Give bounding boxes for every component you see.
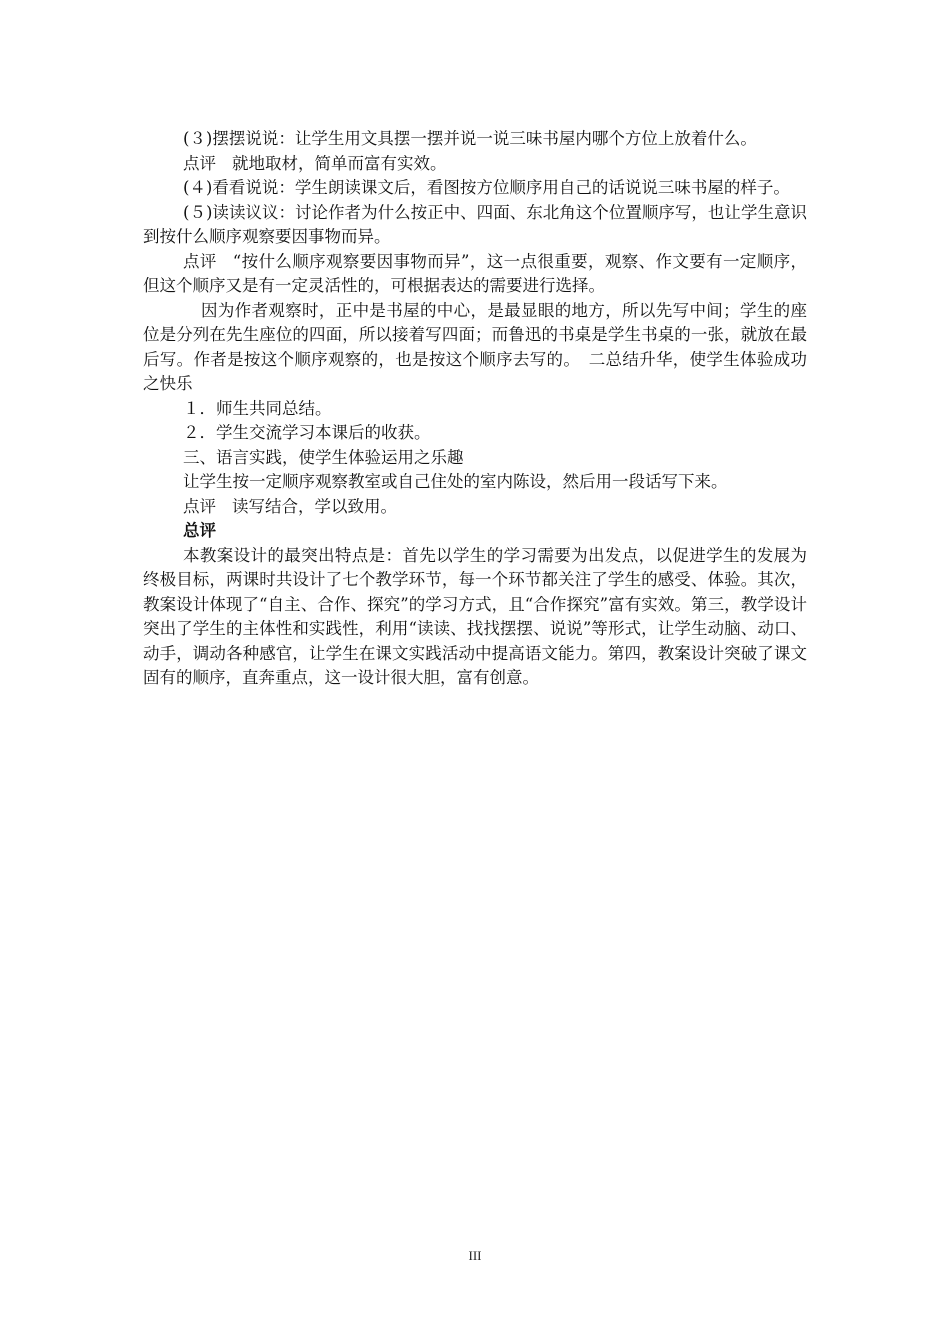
list-item-summary: １．师生共同总结。 [183, 398, 332, 418]
comment-practice [143, 495, 807, 520]
comment-step-5 [143, 250, 807, 299]
comment-label: 点评 [183, 496, 216, 516]
paragraph-overall-review: 本教案设计的最突出特点是：首先以学生的学习需要为出发点，以促进学生的发展为终极目标，两课时共设计了七个教学环节，每一个环节都关注了学生的感受、体验。其次，教案设计体现了“自主、合作、探究”的学习方式，且“合作探究”富有实效。第三，教学设计突出了学生的主体性和实践性，利用“读读、找找摆摆、说说”等形式，让学生动脑、动口、动手，调动各种感官，让学生在课文实践活动中提高语文能力。第四，教案设计突破了课文固有的顺序，直奔重点，这一设计很大胆，富有创意。 [143, 545, 807, 687]
document-body [143, 127, 807, 691]
paragraph-explanation: 因为作者观察时，正中是书屋的中心，是最显眼的地方，所以先写中间；学生的座位是分列在先生座位的四面，所以接着写四面；而鲁迅的书桌是学生书桌的一张，就放在最后写。作者是按这个顺序观察的，也是按这个顺序去写的。 二总结升华，使学生体验成功之快乐 [143, 300, 807, 393]
comment-label: 点评 [183, 251, 217, 271]
paragraph-step-4: (４)看看说说：学生朗读课文后，看图按方位顺序用自己的话说说三味书屋的样子。 [183, 178, 790, 197]
list-item-exchange: ２．学生交流学习本课后的收获。 [183, 423, 431, 442]
paragraph-step-5: (５)读读议议：讨论作者为什么按正中、四面、东北角这个位置顺序写，也让学生意识到按什么顺序观察要因事物而异。 [143, 202, 807, 246]
comment-text: “按什么顺序观察要因事物而异”，这一点很重要，观察、作文要有一定顺序，但这个顺序又是有一定灵活性的，可根据表达的需要进行选择。 [143, 251, 808, 295]
paragraph-step-3: (３)摆摆说说：让学生用文具摆一摆并说一说三味书屋内哪个方位上放着什么。 [183, 129, 757, 148]
paragraph-practice-task: 让学生按一定顺序观察教室或自己住处的室内陈设，然后用一段话写下来。 [183, 472, 728, 491]
page-number: III [468, 1248, 482, 1263]
comment-text: 读写结合，学以致用。 [232, 496, 397, 516]
comment-label: 点评 [183, 153, 216, 173]
comment-step-3 [143, 152, 807, 177]
comment-text: 就地取材，简单而富有实效。 [232, 153, 447, 173]
heading-overall-review: 总评 [183, 521, 216, 540]
section-language-practice: 三、语言实践，使学生体验运用之乐趣 [183, 447, 464, 467]
